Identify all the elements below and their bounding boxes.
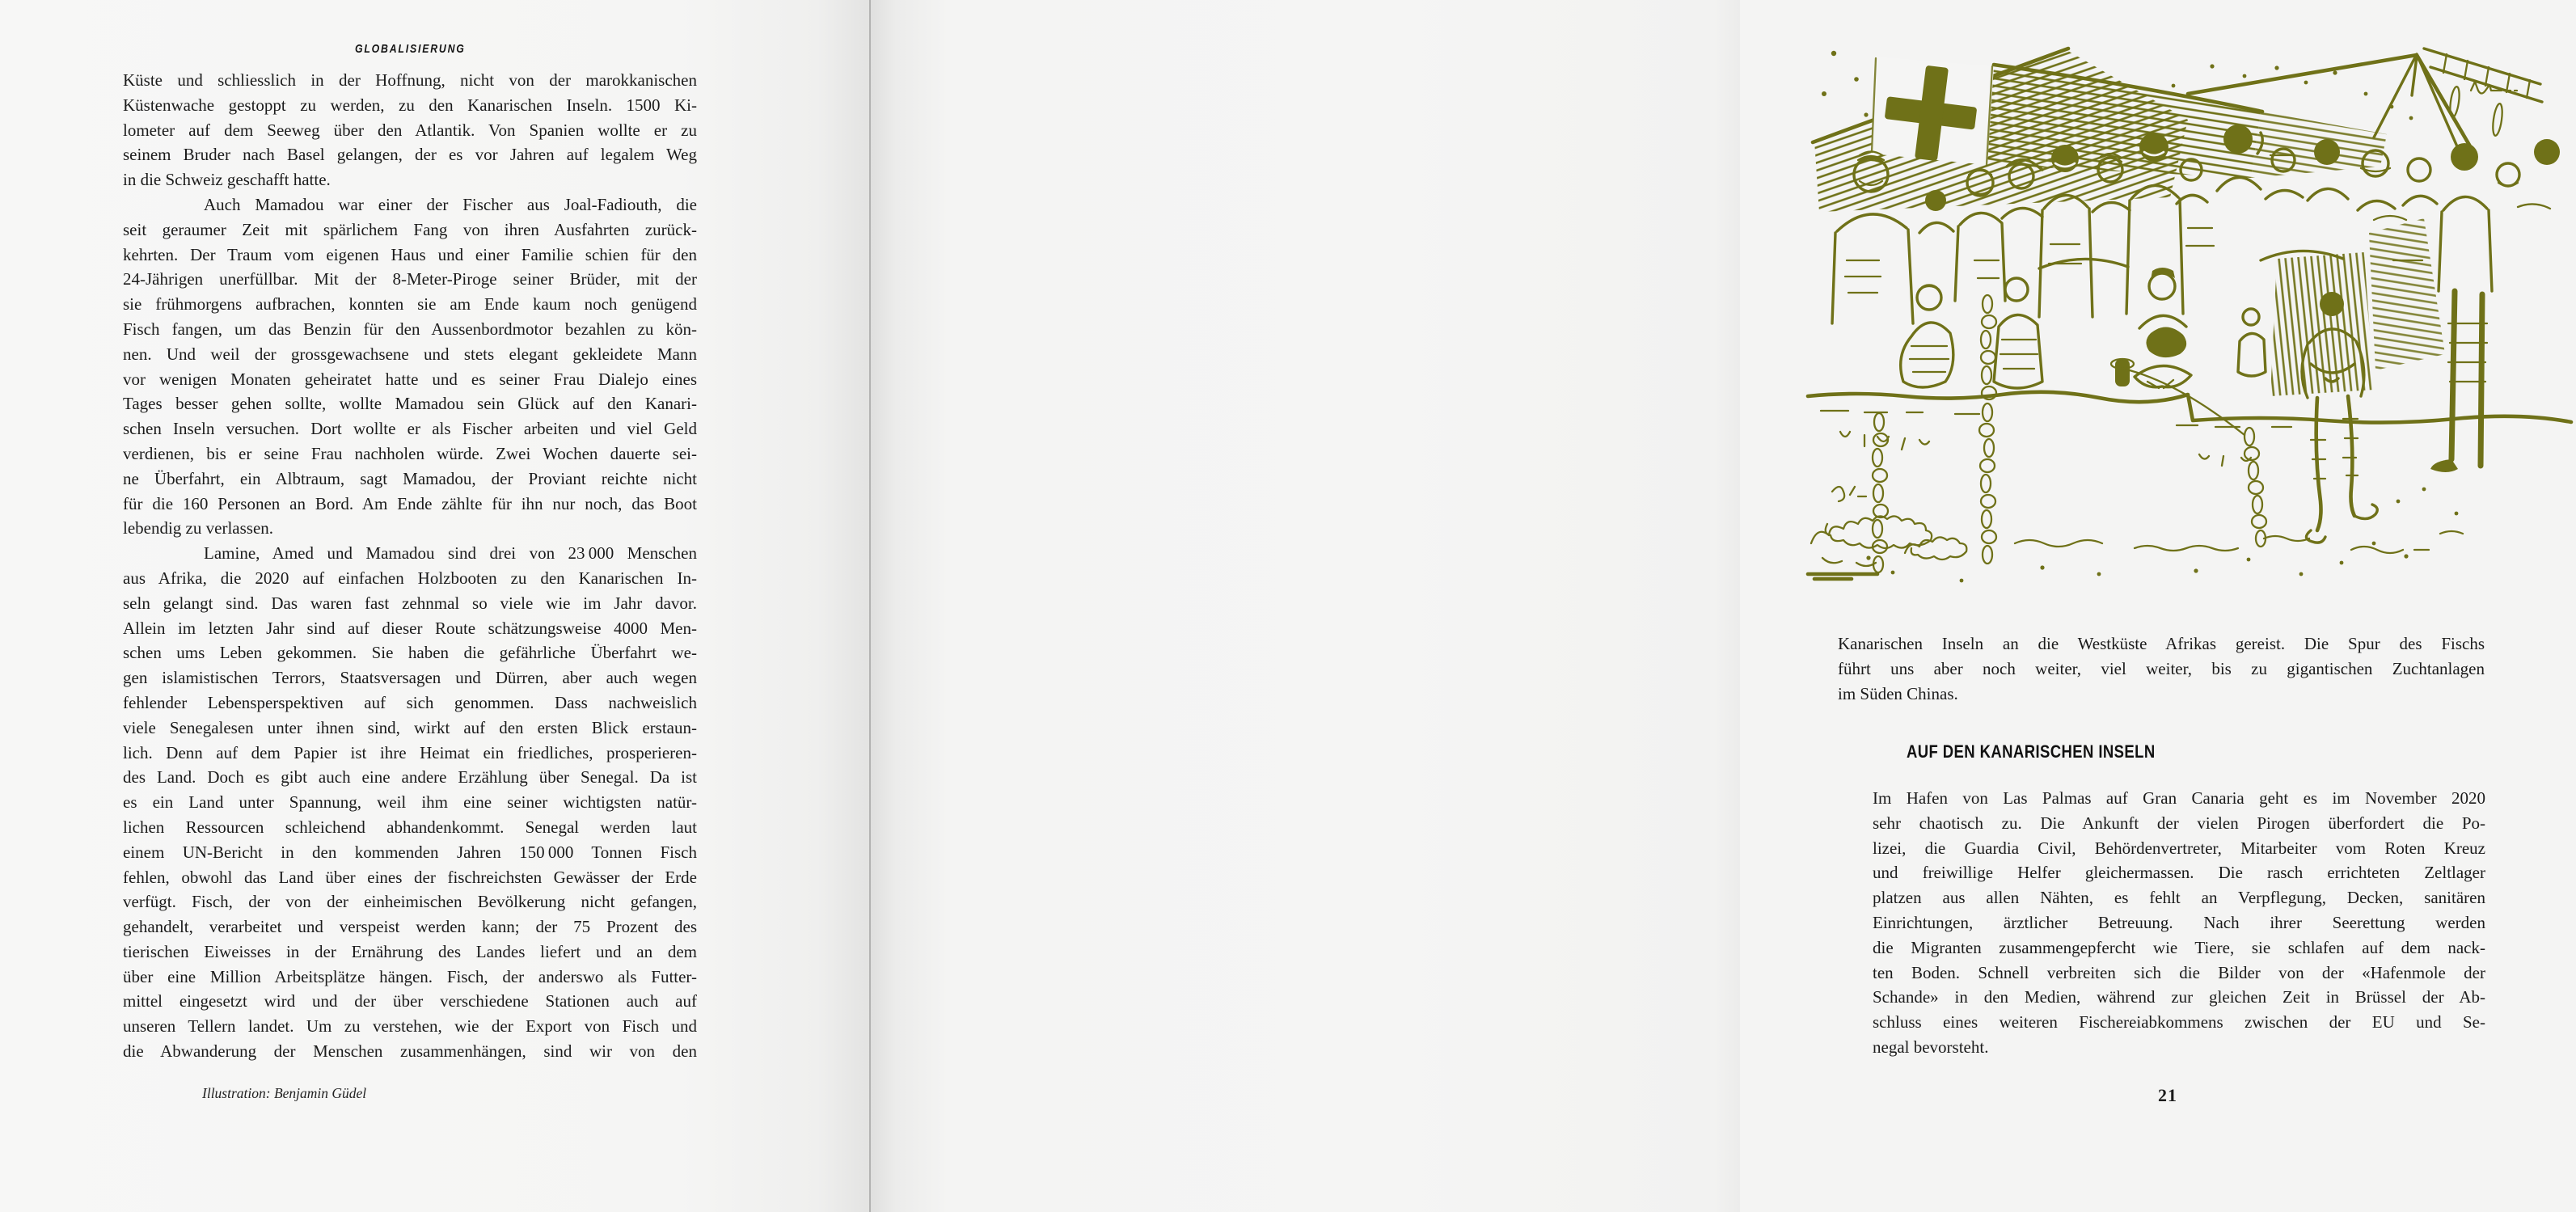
text-line: Küste und schliesslich in der Hoffnung, nicht von der marokkanischen: [123, 70, 697, 90]
text-line: lometer auf dem Seeweg über den Atlantik. Von Spanien wollte er zu: [123, 120, 697, 140]
intro-text-column: [1838, 631, 2485, 706]
right-page: [870, 0, 2485, 1212]
chains: [1873, 295, 2266, 572]
illustration-credit: Illustration: Benjamin Güdel: [202, 1085, 367, 1101]
text-line: die Migranten zusammengepfercht wie Tiere, sie schlafen auf dem nack-: [1873, 937, 2485, 957]
text-line: Einrichtungen, ärztlicher Betreuung. Nach ihrer Seerettung werden: [1873, 912, 2485, 932]
text-line: über eine Million Arbeitsplätze hängen. Fisch, der anderswo als Futter-: [123, 966, 697, 986]
text-line: lich. Denn auf dem Papier ist ihre Heimat ein friedliches, prosperieren-: [123, 742, 697, 762]
text-line: verfügt. Fisch, der von der einheimischen Bevölkerung nicht gefangen,: [123, 892, 697, 912]
text-line: fehlender Lebensperspektiven auf sich genommen. Dass nachweislich: [123, 692, 697, 712]
section-heading: [1907, 741, 2202, 762]
text-line: unseren Tellern landet. Um zu verstehen, wie der Export von Fisch und: [123, 1016, 697, 1037]
text-line: Kanarischen Inseln an die Westküste Afrikas gereist. Die Spur des Fischs: [1838, 634, 2485, 653]
text-line: verdienen, bis er seine Frau nachholen würde. Zwei Wochen dauerte sei-: [123, 443, 697, 463]
text-line: im Süden Chinas.: [1838, 683, 1958, 703]
text-line: vor wenigen Monaten geheiratet hatte und es seiner Frau Dialejo eines: [123, 369, 697, 389]
text-line: negal bevorsteht.: [1873, 1037, 1989, 1057]
text-line: 24-Jährigen unerfüllbar. Mit der 8-Meter-Piroge seiner Brüder, mit der: [123, 269, 697, 289]
body-text-column: [1873, 786, 2485, 1060]
migrants-quay-illustration: [1808, 16, 2576, 582]
left-text-column: [123, 68, 697, 1064]
text-line: platzen aus allen Nähten, es fehlt an Verpflegung, Decken, sanitären: [1873, 888, 2485, 908]
page-kicker: [123, 42, 697, 56]
text-line: seit geraumer Zeit mit spärlichem Fang von ihren Ausfahrten zurück-: [123, 219, 697, 239]
text-line: schen Inseln versuchen. Dort wollte er als Fischer arbeiten und viel Geld: [123, 419, 697, 439]
text-line: ne Überfahrt, ein Albtraum, sagt Mamadou, der Proviant reichte nicht: [123, 468, 697, 488]
text-line: schen ums Leben gekommen. Sie haben die gefährliche Überfahrt we-: [123, 643, 697, 663]
text-line: viele Senegalesen unter ihnen sind, wirkt auf den ersten Blick erstaun-: [123, 717, 697, 737]
text-line: Lamine, Amed und Mamadou sind drei von 23 000 Menschen: [204, 543, 697, 564]
text-line: kehrten. Der Traum vom eigenen Haus und einer Familie schien für den: [123, 244, 697, 264]
page-kicker-label: GLOBALISIERUNG: [354, 42, 466, 56]
text-line: Küstenwache gestoppt zu werden, zu den Kanarischen Inseln. 1500 Ki-: [123, 95, 697, 115]
text-line: fehlen, obwohl das Land über eines der fischreichsten Gewässer der Erde: [123, 867, 697, 887]
text-line: einem UN-Bericht in den kommenden Jahren 150 000 Tonnen Fisch: [123, 842, 697, 862]
text-line: sie frühmorgens aufbrachen, konnten sie am Ende kaum noch genügend: [123, 294, 697, 315]
text-line: für die 160 Personen an Bord. Am Ende zählte für ihn nur noch, das Boot: [123, 493, 697, 513]
text-line: lebendig zu verlassen.: [123, 518, 274, 538]
text-line: Auch Mamadou war einer der Fischer aus Joal-Fadiouth, die: [204, 194, 697, 214]
page-number: 21: [2158, 1085, 2177, 1105]
section-heading-label: AUF DEN KANARISCHEN INSELN: [1907, 741, 2156, 762]
left-page: [0, 0, 870, 1212]
text-line: führt uns aber noch weiter, viel weiter, bis zu gigantischen Zuchtanlagen: [1838, 658, 2485, 678]
text-line: seinem Bruder nach Basel gelangen, der es vor Jahren auf legalem Weg: [123, 145, 697, 165]
text-line: sehr chaotisch zu. Die Ankunft der vielen Pirogen überfordert die Po-: [1873, 813, 2485, 833]
text-line: gehandelt, verarbeitet und verspeist werden kann; der 75 Prozent des: [123, 917, 697, 937]
text-line: schluss eines weiteren Fischereiabkommens zwischen der EU und Se-: [1873, 1012, 2485, 1033]
text-line: des Land. Doch es gibt auch eine andere Erzählung über Senegal. Da ist: [123, 767, 697, 788]
text-line: ten Boden. Schnell verbreiten sich die Bilder von der «Hafenmole der: [1873, 962, 2485, 982]
text-line: in die Schweiz geschafft hatte.: [123, 170, 331, 190]
text-line: Im Hafen von Las Palmas auf Gran Canaria geht es im November 2020: [1873, 788, 2485, 808]
water-scribbles: [1808, 487, 2463, 582]
text-line: nen. Und weil der grossgewachsene und stets elegant gekleidete Mann: [123, 344, 697, 364]
text-line: es ein Land unter Spannung, weil ihm eine seiner wichtigsten natür-: [123, 792, 697, 813]
text-line: und freiwillige Helfer gleichermassen. Die rasch errichteten Zeltlager: [1873, 863, 2485, 883]
text-line: aus Afrika, die 2020 auf einfachen Holzbooten zu den Kanarischen In-: [123, 568, 697, 588]
text-line: Fisch fangen, um das Benzin für den Aussenbordmotor bezahlen zu kön-: [123, 319, 697, 339]
text-line: Schande» in den Medien, während zur gleichen Zeit in Brüssel der Ab-: [1873, 987, 2485, 1007]
text-line: mittel eingesetzt wird und der über verschiedene Stationen auch auf: [123, 991, 697, 1011]
text-line: lichen Ressourcen schleichend abhandenkommt. Senegal werden laut: [123, 817, 697, 837]
text-line: tierischen Eiweisses in der Ernährung des Landes liefert und an dem: [123, 941, 697, 961]
text-line: lizei, die Guardia Civil, Behördenvertreter, Mitarbeiter vom Roten Kreuz: [1873, 838, 2485, 858]
text-line: Tages besser gehen sollte, wollte Mamadou sein Glück auf den Kanari-: [123, 394, 697, 414]
page-fold-line: [869, 0, 871, 1212]
text-line: Allein im letzten Jahr sind auf dieser Route schätzungsweise 4000 Men-: [123, 618, 697, 638]
text-line: die Abwanderung der Menschen zusammenhängen, sind wir von den: [123, 1041, 697, 1062]
text-line: gen islamistischen Terrors, Staatsversagen und Dürren, aber auch wegen: [123, 668, 697, 688]
text-line: seln gelangt sind. Das waren fast zehnmal so viele wie im Jahr davor.: [123, 593, 697, 613]
